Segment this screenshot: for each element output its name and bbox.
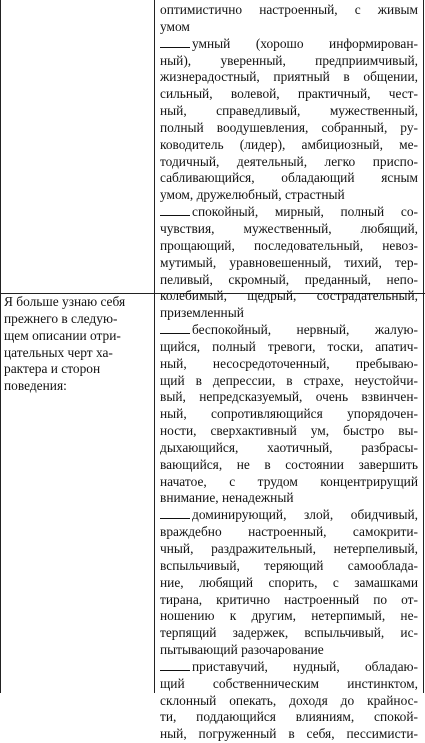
text-line bbox=[160, 120, 418, 137]
line-text: полный воодушевления, собранный, ру- bbox=[160, 119, 418, 135]
text-line bbox=[160, 625, 418, 642]
text-line bbox=[160, 19, 418, 36]
text-line bbox=[160, 709, 418, 726]
answer-line bbox=[160, 204, 418, 221]
line-text: чный, раздражительный, нетерпеливый, bbox=[160, 541, 418, 556]
line-text: пытывающий разочарование bbox=[160, 642, 324, 658]
line-text: жизнерадостный, приятный в общении, bbox=[160, 69, 418, 85]
answer-blank[interactable] bbox=[160, 204, 190, 216]
line-text: ный, погруженный в себя, пессимисти- bbox=[160, 726, 418, 742]
text-line bbox=[160, 457, 418, 474]
column-divider bbox=[154, 0, 155, 693]
table-border-left bbox=[0, 0, 1, 693]
line-text: терпящий задержек, вспыльчивый, ис- bbox=[160, 625, 418, 641]
text-line bbox=[160, 103, 418, 120]
left-cell-text bbox=[4, 294, 152, 395]
line-text: тирана, критично настроенный по от- bbox=[160, 591, 418, 607]
left-cell-line: цательных черт ха- bbox=[4, 344, 113, 360]
line-text: вспыльчивый, теряющий самооблада- bbox=[160, 557, 418, 573]
line-text: щий собственническим инстинктом, bbox=[160, 675, 418, 691]
line-text: доминирующий, злой, обидчивый, bbox=[192, 507, 418, 523]
text-line bbox=[160, 592, 418, 609]
right-column-text bbox=[160, 2, 418, 743]
line-text: приставучий, нудный, обладаю- bbox=[192, 658, 418, 674]
line-text: оптимистично настроенный, с живым bbox=[160, 2, 418, 17]
text-line bbox=[160, 221, 418, 238]
text-line bbox=[160, 187, 418, 204]
line-text: вающийся, не в состоянии завершить bbox=[160, 456, 418, 472]
line-text: умом bbox=[160, 18, 190, 34]
text-line bbox=[160, 693, 418, 710]
answer-line bbox=[160, 659, 418, 676]
answer-blank[interactable] bbox=[160, 36, 190, 48]
text-line bbox=[160, 288, 418, 305]
line-text: мутимый, уравновешенный, тихий, тер- bbox=[160, 254, 418, 270]
text-line bbox=[160, 389, 418, 406]
text-line bbox=[160, 137, 418, 154]
left-cell-line: поведения: bbox=[4, 378, 67, 394]
text-line bbox=[160, 2, 418, 19]
line-text: приземленный bbox=[160, 305, 244, 321]
line-text: умом, дружелюбный, страстный bbox=[160, 187, 345, 203]
line-text: внимание, ненадежный bbox=[160, 490, 294, 506]
text-line bbox=[160, 238, 418, 255]
table-border-right bbox=[423, 0, 424, 693]
line-text: враждебно настроенный, самокрити- bbox=[160, 524, 418, 540]
line-text: колебимый, щедрый, сострадательный, bbox=[160, 288, 418, 304]
text-line bbox=[160, 373, 418, 390]
left-cell-line: Я больше узнаю себя bbox=[4, 294, 126, 309]
text-line bbox=[160, 86, 418, 103]
text-line bbox=[160, 170, 418, 187]
answer-blank[interactable] bbox=[160, 507, 190, 519]
left-cell-line: рактера и сторон bbox=[4, 361, 101, 377]
line-text: ности, сверхактивный ум, быстро вы- bbox=[160, 423, 418, 439]
text-line bbox=[160, 558, 418, 575]
left-cell-line: прежнего в следую- bbox=[4, 310, 118, 326]
line-text: ти, поддающийся влияниям, спокой- bbox=[160, 709, 418, 725]
text-line bbox=[160, 53, 418, 70]
line-text: щий в депрессии, в страхе, неустойчи- bbox=[160, 372, 418, 388]
line-text: беспокойный, нервный, жалую- bbox=[192, 322, 418, 338]
text-line bbox=[160, 154, 418, 171]
answer-blank[interactable] bbox=[160, 322, 190, 334]
text-line bbox=[160, 272, 418, 289]
text-line bbox=[160, 255, 418, 272]
line-text: спокойный, мирный, полный со- bbox=[192, 204, 418, 220]
text-line bbox=[160, 524, 418, 541]
line-text: начатое, с трудом концентрирущий bbox=[160, 473, 418, 489]
line-text: умный (хорошо информирован- bbox=[192, 35, 418, 51]
left-cell-line: щем описании отри- bbox=[4, 327, 121, 343]
text-line bbox=[160, 440, 418, 457]
line-text: дыхающийся, хаотичный, разбрасы- bbox=[160, 439, 418, 455]
answer-blank[interactable] bbox=[160, 659, 190, 671]
line-text: пеливый, скромный, преданный, непо- bbox=[160, 271, 418, 287]
text-line bbox=[160, 69, 418, 86]
text-line bbox=[160, 490, 418, 507]
text-line bbox=[160, 642, 418, 659]
line-text: щийся, полный тревоги, тоски, апатич- bbox=[160, 338, 418, 354]
line-text: ношению к другим, нетерпимый, не- bbox=[160, 608, 418, 624]
answer-line bbox=[160, 322, 418, 339]
line-text: чувствия, мужественный, любящий, bbox=[160, 220, 418, 236]
text-line bbox=[160, 726, 418, 743]
line-text: ководитель (лидер), амбициозный, ме- bbox=[160, 136, 418, 152]
line-text: вый, непредсказуемый, очень взвинчен- bbox=[160, 389, 418, 405]
text-line bbox=[160, 608, 418, 625]
text-line bbox=[160, 305, 418, 322]
answer-line bbox=[160, 36, 418, 53]
answer-line bbox=[160, 507, 418, 524]
line-text: сабливающийся, обладающий ясным bbox=[160, 170, 418, 186]
text-line bbox=[160, 423, 418, 440]
text-line bbox=[160, 676, 418, 693]
text-line bbox=[160, 339, 418, 356]
text-line bbox=[160, 406, 418, 423]
line-text: ный, справедливый, мужественный, bbox=[160, 103, 418, 119]
line-text: склонный опекать, доходя до крайнос- bbox=[160, 692, 418, 708]
line-text: ние, любящий спорить, с замашками bbox=[160, 574, 418, 590]
text-line bbox=[160, 356, 418, 373]
line-text: ный, несосредоточенный, пребываю- bbox=[160, 355, 418, 371]
line-text: ный), уверенный, предприимчивый, bbox=[160, 52, 418, 68]
line-text: тодичный, деятельный, легко приспо- bbox=[160, 153, 418, 169]
text-line bbox=[160, 541, 418, 558]
text-line bbox=[160, 575, 418, 592]
text-line bbox=[160, 474, 418, 491]
line-text: ный, сопротивляющийся упорядочен- bbox=[160, 406, 418, 422]
line-text: сильный, волевой, практичный, чест- bbox=[160, 86, 418, 102]
line-text: прощающий, последовательный, невоз- bbox=[160, 237, 418, 253]
